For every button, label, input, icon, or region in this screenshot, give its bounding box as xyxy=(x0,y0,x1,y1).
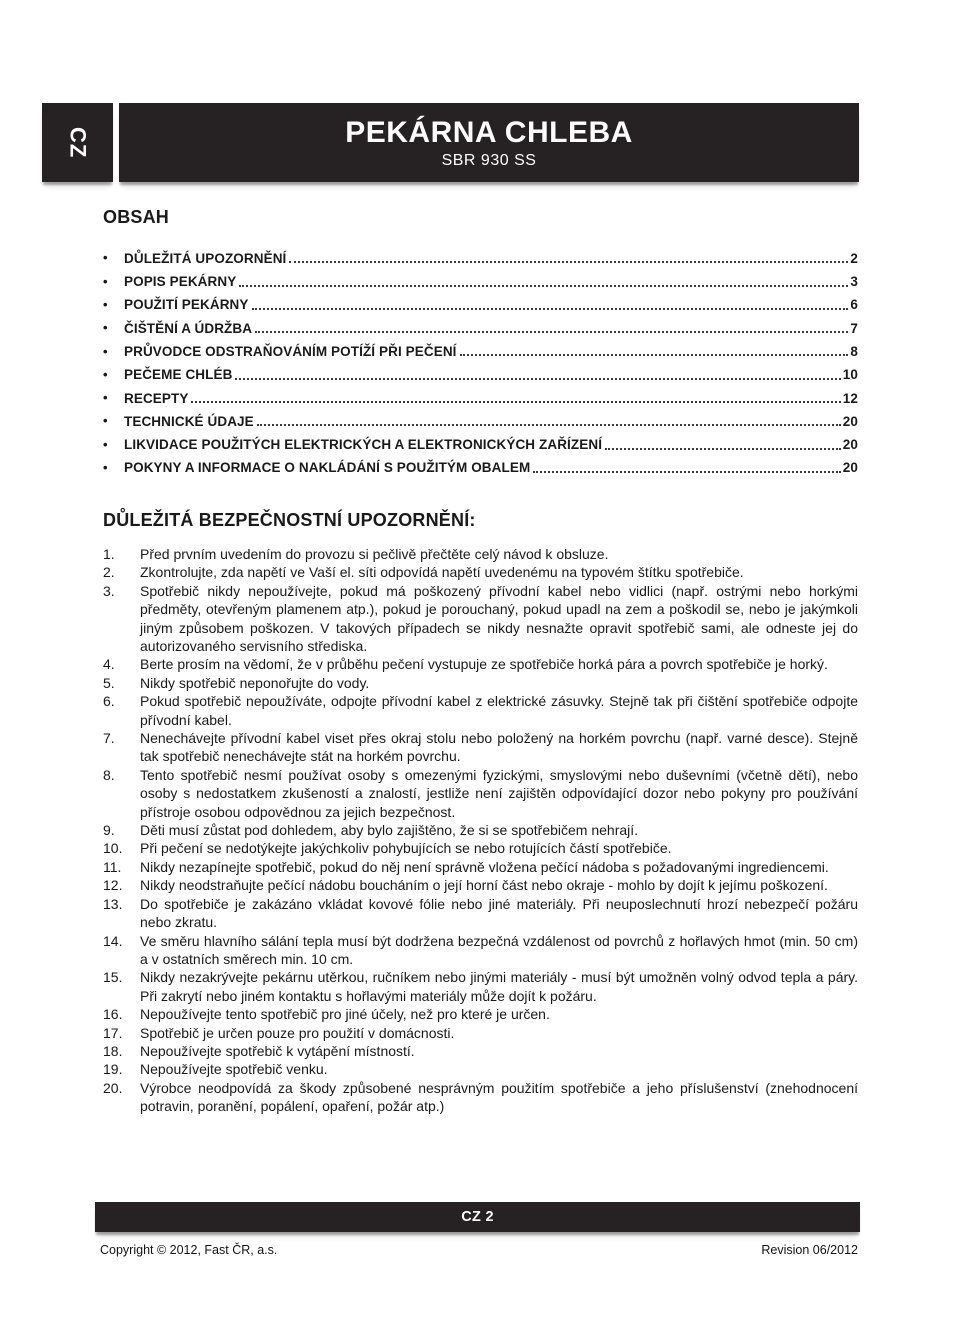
safety-item xyxy=(103,1005,858,1023)
safety-item-text: Nikdy nezakrývejte pekárnu utěrkou, ručníkem nebo jinými materiály - musí být umožněn volný odvod tepla a páry. Při zakrytí nebo jiném kontaktu s hořlavými materiály může dojít k požáru. xyxy=(140,969,858,1004)
toc-item-label: TECHNICKÉ ÚDAJE xyxy=(124,413,254,429)
safety-item xyxy=(103,692,858,729)
safety-item-number: 15. xyxy=(103,969,123,986)
toc-leader-dots xyxy=(235,378,840,380)
safety-item-number: 20. xyxy=(103,1079,123,1096)
toc-item-label: POPIS PEKÁRNY xyxy=(124,274,237,290)
safety-item-number: 2. xyxy=(103,564,115,581)
footer-page-label: CZ 2 xyxy=(461,1209,494,1225)
safety-item-text: Pokud spotřebič nepoužíváte, odpojte přívodní kabel z elektrické zásuvky. Stejně tak při čištění spotřebiče odpojte přívodní kabel. xyxy=(140,693,858,728)
bullet-icon: • xyxy=(103,460,108,476)
safety-item xyxy=(103,1024,858,1042)
title-bar xyxy=(119,103,859,182)
content-column xyxy=(103,182,858,1116)
toc-leader-dots xyxy=(289,261,848,263)
toc-leader-dots xyxy=(255,331,848,333)
safety-item-number: 1. xyxy=(103,545,115,562)
bullet-icon: • xyxy=(103,250,108,266)
safety-item-text: Nikdy neodstraňujte pečící nádobu boucháním o její horní část nebo okraje - mohlo by dojít k jejímu poškození. xyxy=(140,877,828,894)
toc-item xyxy=(103,406,858,429)
footer-revision: Revision 06/2012 xyxy=(761,1243,858,1257)
safety-item-number: 10. xyxy=(103,840,123,857)
safety-item-text: Zkontrolujte, zda napětí ve Vaší el. síti odpovídá napětí uvedenému na typovém štítku spotřebiče. xyxy=(140,564,744,581)
toc-item-label: ČIŠTĚNÍ A ÚDRŽBA xyxy=(124,320,253,336)
toc-item-label: RECEPTY xyxy=(124,390,189,406)
bullet-icon: • xyxy=(103,273,108,289)
safety-item-text: Spotřebič je určen pouze pro použití v domácnosti. xyxy=(140,1024,455,1041)
toc-heading: OBSAH xyxy=(103,207,170,227)
toc-page-number: 10 xyxy=(842,367,858,383)
bullet-icon: • xyxy=(103,390,108,406)
safety-item-text: Spotřebič nikdy nepoužívejte, pokud má poškozený přívodní kabel nebo vidlici (např. ostrými nebo horkými předměty, otevřeným plamenem atp.), pokud je porouchaný, pokud upadl na zem a poškodil se, nebo je jakýmkoli jiným způsobem poškozen. V takových případech se nikdy nesnažte opravit spotřebič sami, ale odneste jej do autorizovaného servisního střediska. xyxy=(140,582,858,654)
safety-item xyxy=(103,858,858,876)
toc-item xyxy=(103,313,858,336)
safety-item xyxy=(103,545,858,563)
toc-leader-dots xyxy=(191,401,840,403)
safety-item xyxy=(103,821,858,839)
toc-leader-dots xyxy=(460,354,849,356)
safety-item-number: 5. xyxy=(103,674,115,691)
safety-item-number: 3. xyxy=(103,582,115,599)
toc-item-label: LIKVIDACE POUŽITÝCH ELEKTRICKÝCH A ELEKTRONICKÝCH ZAŘÍZENÍ xyxy=(124,437,603,453)
safety-item-text: Děti musí zůstat pod dohledem, aby bylo zajištěno, že si se spotřebičem nehrají. xyxy=(140,822,639,839)
safety-item-text: Před prvním uvedením do provozu si pečlivě přečtěte celý návod k obsluze. xyxy=(140,545,609,562)
toc-item-label: POKYNY A INFORMACE O NAKLÁDÁNÍ S POUŽITÝM OBALEM xyxy=(124,460,531,476)
toc-item xyxy=(103,290,858,313)
safety-item-number: 7. xyxy=(103,730,115,747)
safety-item-number: 18. xyxy=(103,1042,123,1059)
bullet-icon: • xyxy=(103,320,108,336)
bullet-icon: • xyxy=(103,343,108,359)
safety-item-number: 12. xyxy=(103,877,123,894)
safety-item-text: Nepoužívejte spotřebič k vytápění místností. xyxy=(140,1042,415,1059)
bullet-icon: • xyxy=(103,413,108,429)
safety-item-text: Ve směru hlavního sálání tepla musí být dodržena bezpečná vzdálenost od povrchů z hořlavých hmot (min. 50 cm) a v ostatních směrech min. 10 cm. xyxy=(140,932,858,967)
toc-item xyxy=(103,359,858,382)
safety-item xyxy=(103,563,858,581)
toc-item xyxy=(103,429,858,452)
toc-leader-dots xyxy=(257,424,841,426)
toc-page-number: 12 xyxy=(842,390,858,406)
safety-item xyxy=(103,1042,858,1060)
footer-page-bar xyxy=(95,1202,860,1232)
safety-item-text: Nepoužívejte spotřebič venku. xyxy=(140,1061,328,1078)
safety-item-number: 16. xyxy=(103,1006,123,1023)
toc-page-number: 7 xyxy=(850,320,858,336)
safety-item xyxy=(103,674,858,692)
toc-page-number: 20 xyxy=(842,437,858,453)
safety-item-number: 9. xyxy=(103,822,115,839)
footer-copy-row xyxy=(100,1243,858,1257)
safety-list xyxy=(103,545,858,1116)
toc-page-number: 3 xyxy=(850,274,858,290)
safety-item-number: 6. xyxy=(103,693,115,710)
footer-copyright: Copyright © 2012, Fast ČR, a.s. xyxy=(100,1243,278,1257)
safety-item-number: 19. xyxy=(103,1061,123,1078)
safety-item-number: 14. xyxy=(103,932,123,949)
toc-leader-dots xyxy=(239,285,848,287)
safety-item-text: Tento spotřebič nesmí používat osoby s omezenými fyzickými, smyslovými nebo duševními (včetně dětí), nebo osoby s nedostatkem zkušeností a znalostí, jestliže není zajištěn odpovídající dozor nebo pokyny pro používání přístroje osobou odpovědnou za jejich bezpečnost. xyxy=(140,766,858,820)
toc-item xyxy=(103,383,858,406)
safety-item-text: Do spotřebiče je zakázáno vkládat kovové fólie nebo jiné materiály. Při neuposlechnutí hrozí nebezpečí požáru nebo zkratu. xyxy=(140,895,858,931)
safety-item-text: Nepoužívejte tento spotřebič pro jiné účely, než pro které je určen. xyxy=(140,1006,550,1023)
safety-item-text: Nikdy nezapínejte spotřebič, pokud do něj není správně vložena pečící nádoba s požadovanými ingrediencemi. xyxy=(140,858,829,875)
safety-item-number: 17. xyxy=(103,1024,123,1041)
safety-item-text: Nikdy spotřebič neponořujte do vody. xyxy=(140,674,370,691)
page-subtitle: SBR 930 SS xyxy=(441,151,537,169)
toc-page-number: 8 xyxy=(850,343,858,359)
safety-item-number: 11. xyxy=(103,858,122,875)
safety-item-text: Při pečení se nedotýkejte jakýchkoliv pohybujících se nebo rotujících částí spotřebiče. xyxy=(140,840,672,857)
language-tab xyxy=(42,103,113,182)
toc-item-label: DŮLEŽITÁ UPOZORNĚNÍ xyxy=(124,250,287,266)
toc-item xyxy=(103,453,858,476)
bullet-icon: • xyxy=(103,296,108,312)
toc-page-number: 2 xyxy=(850,250,858,266)
page-title: PEKÁRNA CHLEBA xyxy=(345,115,633,149)
safety-item xyxy=(103,839,858,857)
safety-item-text: Výrobce neodpovídá za škody způsobené nesprávným použitím spotřebiče a jeho příslušenství (znehodnocení potravin, poranění, popálení, opaření, požár atp.) xyxy=(140,1079,858,1115)
safety-item xyxy=(103,1060,858,1078)
safety-item xyxy=(103,932,858,969)
toc-item xyxy=(103,243,858,266)
language-tab-label: CZ xyxy=(65,126,91,159)
toc-list xyxy=(103,243,858,476)
bullet-icon: • xyxy=(103,436,108,452)
toc-page-number: 20 xyxy=(842,460,858,476)
safety-item xyxy=(103,729,858,766)
safety-item xyxy=(103,655,858,673)
safety-item-number: 4. xyxy=(103,656,115,673)
toc-item-label: PRŮVODCE ODSTRAŇOVÁNÍM POTÍŽÍ PŘI PEČENÍ xyxy=(124,343,457,359)
toc-leader-dots xyxy=(252,308,849,310)
safety-item xyxy=(103,968,858,1005)
safety-item xyxy=(103,1079,858,1116)
safety-item-text: Berte prosím na vědomí, že v průběhu pečení vystupuje ze spotřebiče horká pára a povrch spotřebiče je horký. xyxy=(140,656,828,673)
toc-page-number: 6 xyxy=(850,297,858,313)
safety-item xyxy=(103,895,858,932)
safety-item xyxy=(103,876,858,894)
safety-item xyxy=(103,766,858,821)
safety-item-number: 13. xyxy=(103,895,123,912)
toc-item xyxy=(103,266,858,289)
safety-item-text: Nenechávejte přívodní kabel viset přes okraj stolu nebo položený na horkém povrchu (např. varné desce). Stejně tak spotřebič nenechávejte stát na horkém povrchu. xyxy=(140,730,858,765)
toc-leader-dots xyxy=(533,471,840,473)
safety-heading: DŮLEŽITÁ BEZPEČNOSTNÍ UPOZORNĚNÍ: xyxy=(103,509,476,530)
safety-item xyxy=(103,582,858,656)
toc-leader-dots xyxy=(605,448,841,450)
masthead xyxy=(0,103,962,182)
toc-item xyxy=(103,336,858,359)
toc-item-label: PEČEME CHLÉB xyxy=(124,367,233,383)
safety-item-number: 8. xyxy=(103,766,115,783)
toc-page-number: 20 xyxy=(842,413,858,429)
bullet-icon: • xyxy=(103,366,108,382)
toc-item-label: POUŽITÍ PEKÁRNY xyxy=(124,297,249,313)
